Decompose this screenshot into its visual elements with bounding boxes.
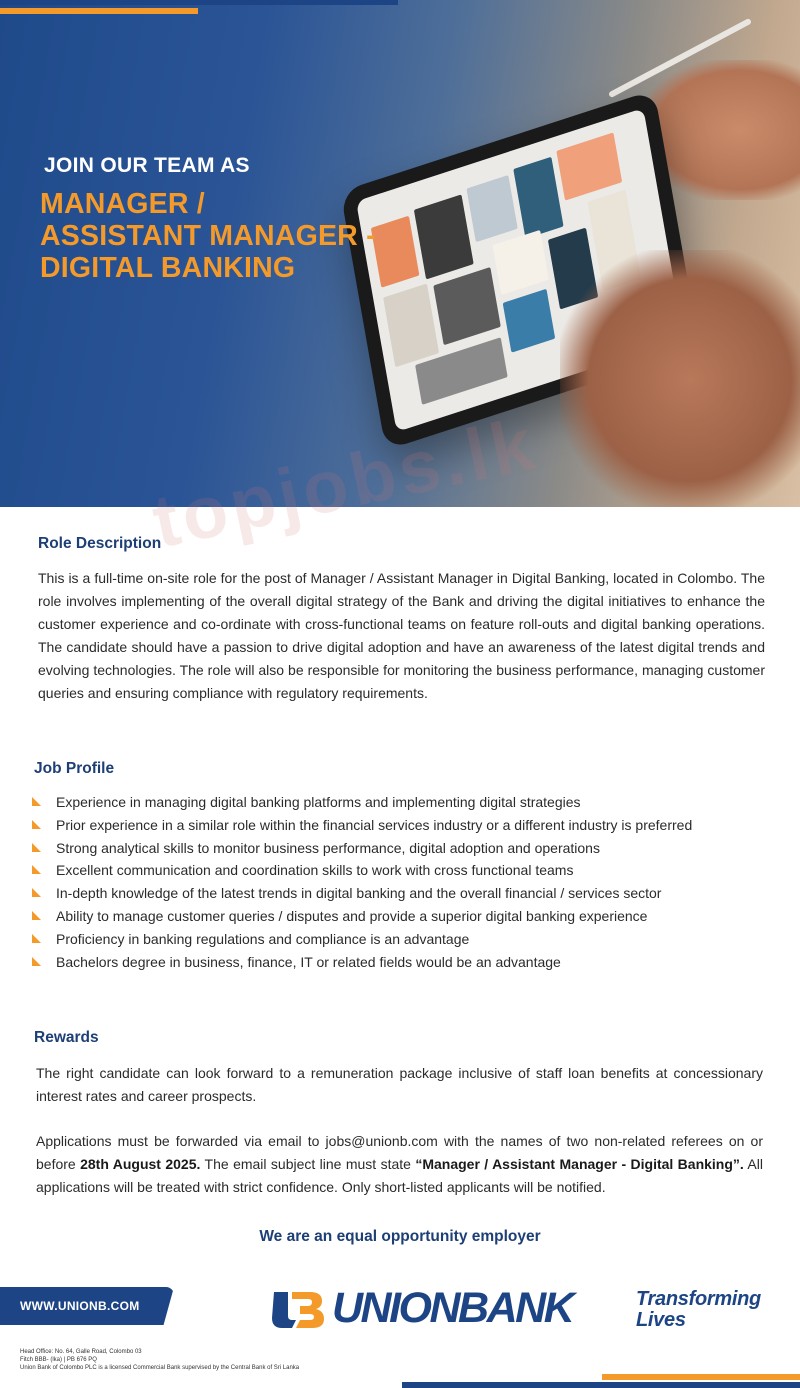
job-profile-heading: Job Profile bbox=[34, 760, 115, 777]
bullet-icon bbox=[32, 865, 41, 874]
bullet-icon bbox=[32, 934, 41, 943]
email-subject: “Manager / Assistant Manager - Digital Banking”. bbox=[415, 1156, 744, 1172]
list-item: Ability to manage customer queries / disputes and provide a superior digital banking experience bbox=[32, 905, 732, 928]
bullet-icon bbox=[32, 888, 41, 897]
bullet-icon bbox=[32, 957, 41, 966]
bullet-icon bbox=[32, 797, 41, 806]
list-item: Prior experience in a similar role within the financial services industry or a different industry is preferred bbox=[32, 814, 732, 837]
rewards-heading: Rewards bbox=[34, 1029, 99, 1046]
role-description-heading: Role Description bbox=[38, 535, 162, 552]
list-item: Strong analytical skills to monitor business performance, digital adoption and operations bbox=[32, 837, 732, 860]
hero-kicker: JOIN OUR TEAM AS bbox=[44, 154, 250, 177]
role-description-text: This is a full-time on-site role for the post of Manager / Assistant Manager in Digital Banking, located in Colombo. The role involves implementing of the overall digital strategy of the Bank and driving the digital initiatives to enhance the customer experience and co-ordinate with cross-functional teams on feature roll-outs and digital banking operations. The candidate should have a passion to drive digital adoption and have an awareness of the latest digital trends and evolving technologies. The role will also be responsible for monitoring the business performance, managing customer queries and ensuring compliance with regulatory requirements. bbox=[38, 570, 765, 701]
top-blue-bar bbox=[0, 0, 398, 5]
job-title bbox=[40, 188, 460, 284]
hand-image-lower bbox=[560, 250, 800, 507]
head-office-address: Head Office: No. 64, Galle Road, Colombo 03 bbox=[20, 1349, 142, 1355]
union-bank-logo-icon bbox=[270, 1290, 328, 1330]
application-instructions: Applications must be forwarded via email to jobs@unionb.com with the names of two non-related referees on or before 28th August 2025. The email subject line must state “Manager / Assistant Manager - Digital Banking”. All applications will be treated with strict confidence. Only short-listed applicants will be notified. bbox=[36, 1133, 763, 1195]
job-profile-list bbox=[32, 791, 732, 973]
list-item: Excellent communication and coordination skills to work with cross functional teams bbox=[32, 859, 732, 882]
tagline: Transforming Lives bbox=[636, 1288, 761, 1331]
job-title-line-2: ASSISTANT MANAGER - bbox=[40, 220, 376, 252]
list-item: Proficiency in banking regulations and compliance is an advantage bbox=[32, 928, 732, 951]
job-title-line-1: MANAGER / bbox=[40, 188, 205, 220]
license-disclaimer: Union Bank of Colombo PLC is a licensed Commercial Bank supervised by the Central Bank of Sri Lanka bbox=[20, 1365, 300, 1371]
bullet-icon bbox=[32, 843, 41, 852]
website-link[interactable]: WWW.UNIONB.COM bbox=[20, 1299, 140, 1313]
list-item: In-depth knowledge of the latest trends in digital banking and the overall financial / services sector bbox=[32, 882, 732, 905]
job-title-line-3: DIGITAL BANKING bbox=[40, 252, 296, 284]
rewards-text: The right candidate can look forward to a remuneration package inclusive of staff loan benefits at concessionary interest rates and career prospects. bbox=[36, 1065, 763, 1104]
top-orange-bar bbox=[0, 8, 198, 14]
bullet-icon bbox=[32, 820, 41, 829]
rating-info: Fitch BBB- (lka) | PB 676 PQ bbox=[20, 1357, 97, 1363]
bottom-blue-bar bbox=[402, 1382, 800, 1388]
list-item: Bachelors degree in business, finance, IT or related fields would be an advantage bbox=[32, 951, 732, 974]
hero-banner bbox=[0, 0, 800, 507]
list-item: Experience in managing digital banking platforms and implementing digital strategies bbox=[32, 791, 732, 814]
bottom-orange-bar bbox=[602, 1374, 800, 1380]
equal-opportunity-statement: We are an equal opportunity employer bbox=[259, 1228, 541, 1245]
bullet-icon bbox=[32, 911, 41, 920]
union-bank-logo-text: UNIONBANK bbox=[332, 1284, 573, 1332]
application-deadline: 28th August 2025. bbox=[80, 1156, 201, 1172]
